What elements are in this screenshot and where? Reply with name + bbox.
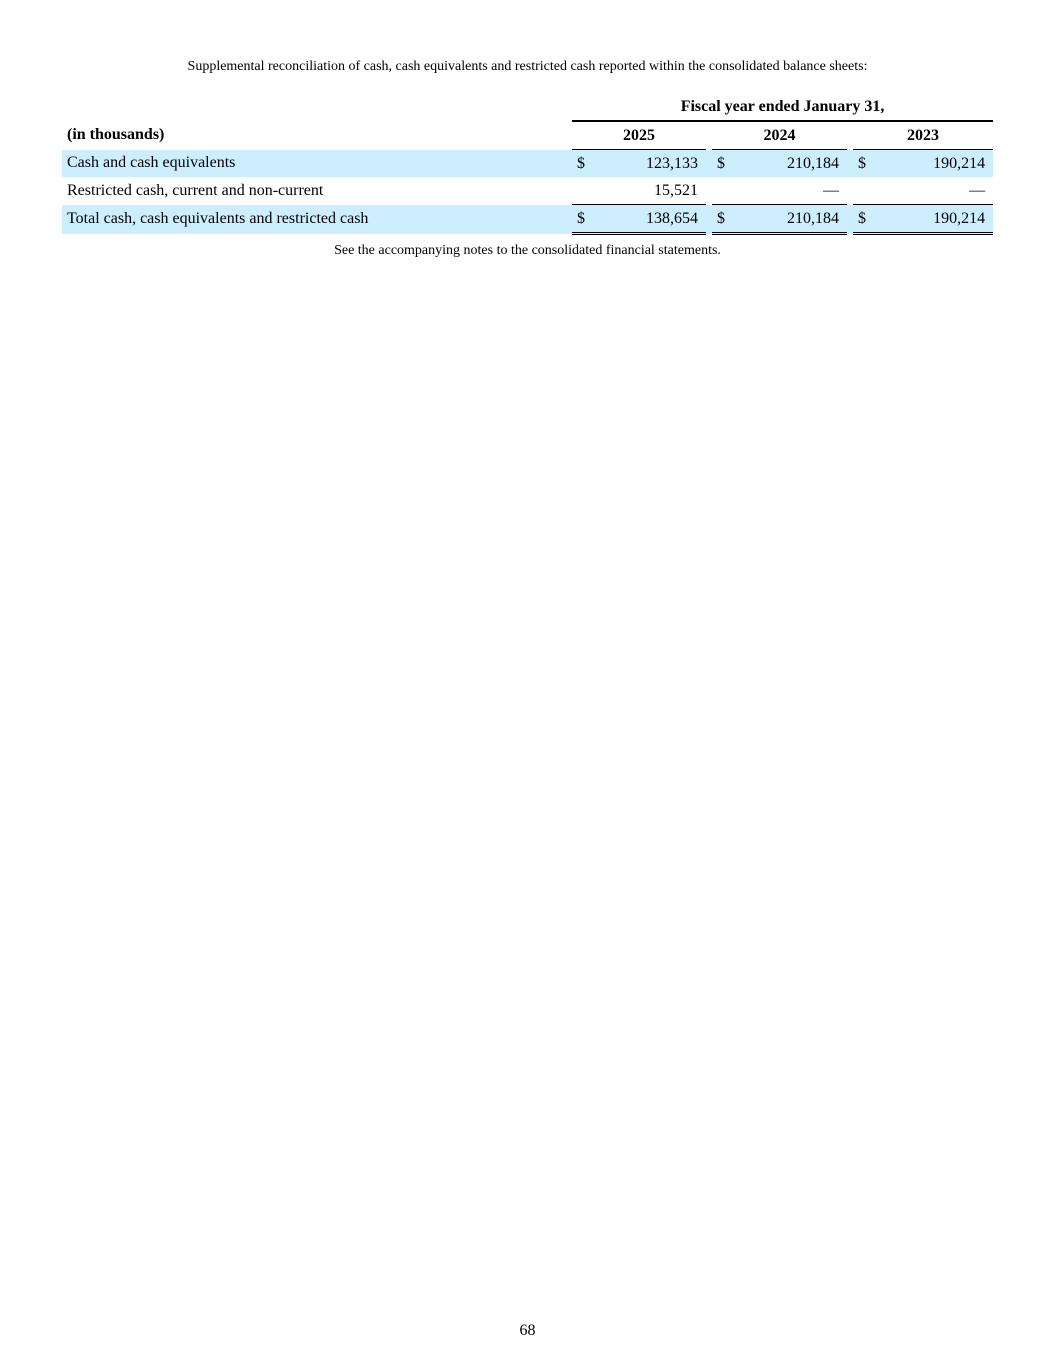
footnote: See the accompanying notes to the consolidated financial statements. <box>334 243 721 258</box>
currency-symbol: $ <box>572 205 588 234</box>
value-cell: 190,214 <box>869 150 993 178</box>
table-row-total <box>62 205 993 234</box>
value-cell: 190,214 <box>869 205 993 234</box>
currency-symbol: $ <box>712 205 728 234</box>
currency-symbol: $ <box>853 205 869 234</box>
value-cell: 210,184 <box>728 205 847 234</box>
intro-text: Supplemental reconciliation of cash, cash equivalents and restricted cash reported within the consolidated balance sheets: <box>187 59 868 74</box>
page-number: 68 <box>519 1322 536 1339</box>
header-row-years <box>62 121 993 150</box>
currency-symbol: $ <box>572 150 588 178</box>
year-header-2025: 2025 <box>572 121 706 150</box>
value-cell: — <box>969 181 986 199</box>
row-label: Restricted cash, current and non-current <box>67 181 324 199</box>
currency-symbol <box>572 177 588 205</box>
cash-reconciliation-table <box>62 94 993 235</box>
currency-symbol <box>712 177 728 205</box>
table-row-cash-equivalents <box>62 150 993 178</box>
value-cell: 138,654 <box>588 205 706 234</box>
period-header: Fiscal year ended January 31, <box>572 94 993 121</box>
table-row-restricted-cash <box>62 177 993 205</box>
currency-symbol <box>853 177 869 205</box>
unit-label: (in thousands) <box>67 126 165 144</box>
year-header-2024: 2024 <box>712 121 847 150</box>
value-cell: 15,521 <box>654 181 698 199</box>
value-cell: 123,133 <box>588 150 706 178</box>
year-header-2023: 2023 <box>853 121 993 150</box>
value-cell: 210,184 <box>728 150 847 178</box>
currency-symbol: $ <box>853 150 869 178</box>
value-cell: — <box>823 181 839 199</box>
row-label: Total cash, cash equivalents and restricted cash <box>62 205 570 234</box>
header-row-period <box>62 94 993 121</box>
currency-symbol: $ <box>712 150 728 178</box>
row-label: Cash and cash equivalents <box>62 150 570 178</box>
